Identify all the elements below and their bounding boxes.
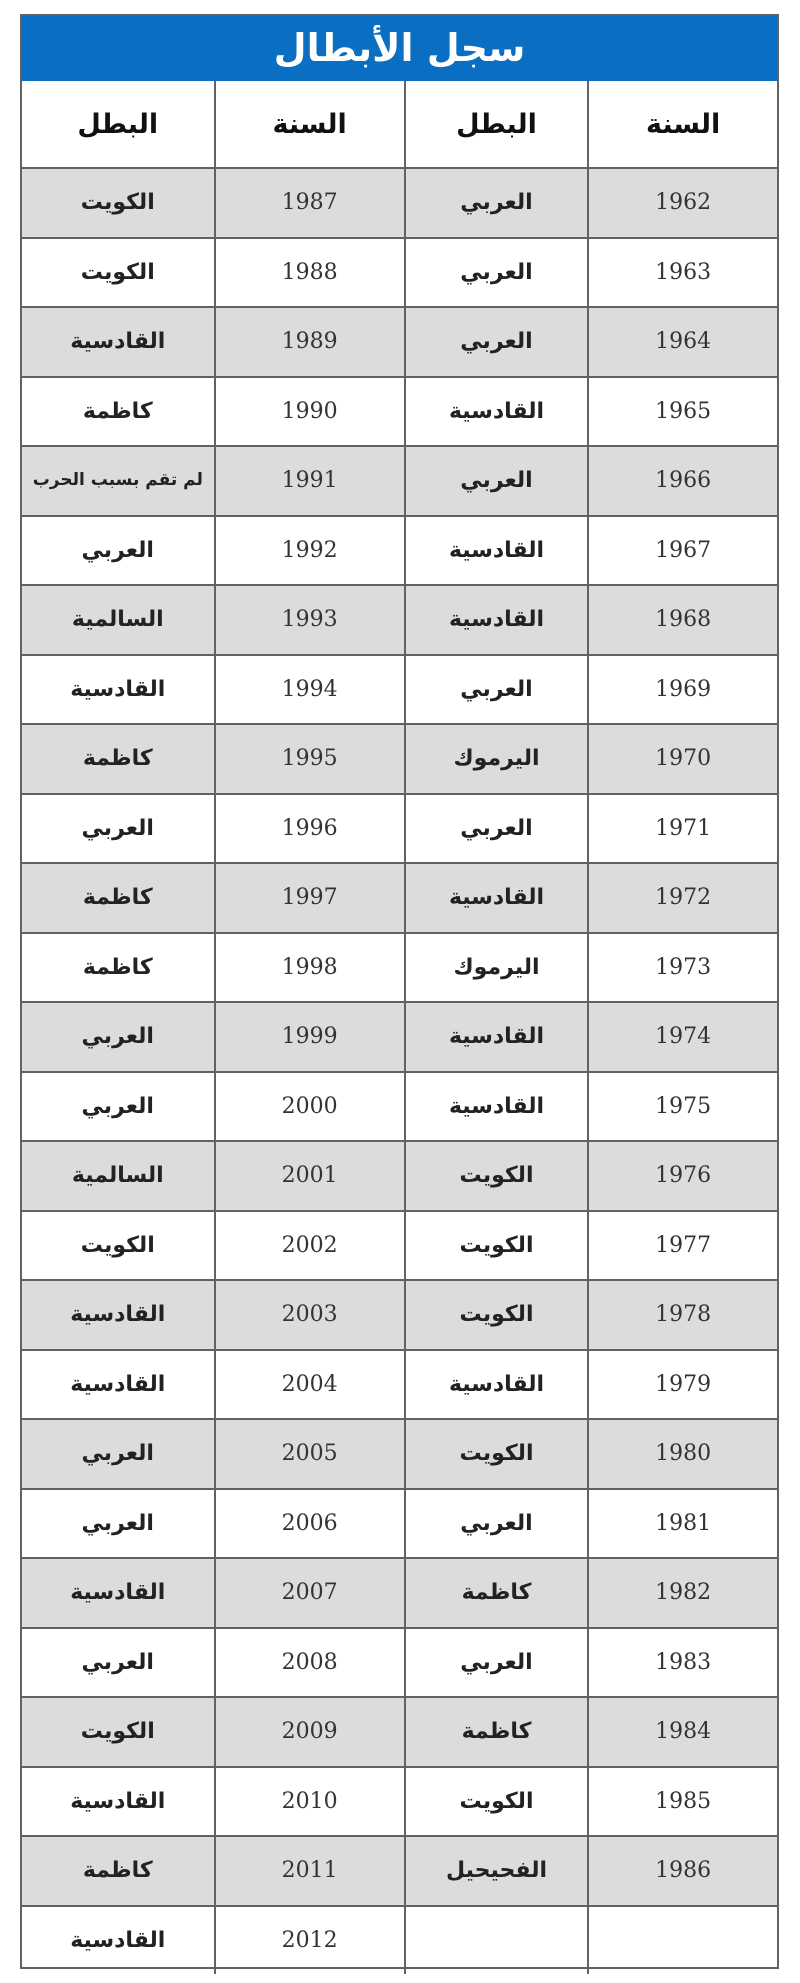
champion-cell: القادسية (22, 655, 215, 725)
champion-cell: العربي (22, 1419, 215, 1489)
champion-cell (405, 1906, 588, 1975)
header-year-1: السنة (588, 81, 777, 168)
champion-cell: القادسية (22, 307, 215, 377)
champion-cell: كاظمة (22, 933, 215, 1003)
year-cell: 2012 (215, 1906, 405, 1975)
champion-cell: الكويت (405, 1141, 588, 1211)
year-cell: 1975 (588, 1072, 777, 1142)
table-row (22, 1002, 777, 1072)
year-cell: 1981 (588, 1489, 777, 1559)
champions-table (22, 81, 777, 1974)
champion-cell: العربي (405, 446, 588, 516)
table-row (22, 516, 777, 586)
year-cell: 2009 (215, 1697, 405, 1767)
year-cell: 1991 (215, 446, 405, 516)
header-champion-1: البطل (405, 81, 588, 168)
year-cell: 2006 (215, 1489, 405, 1559)
table-row (22, 1697, 777, 1767)
champion-cell: السالمية (22, 585, 215, 655)
champion-cell: العربي (405, 655, 588, 725)
champion-cell: كاظمة (22, 724, 215, 794)
table-row (22, 307, 777, 377)
table-row (22, 863, 777, 933)
year-cell: 1973 (588, 933, 777, 1003)
table-body (22, 168, 777, 1974)
table-row (22, 1280, 777, 1350)
champion-cell: القادسية (405, 585, 588, 655)
table-row (22, 1558, 777, 1628)
year-cell: 1969 (588, 655, 777, 725)
champion-cell: الكويت (22, 1697, 215, 1767)
year-cell: 1987 (215, 168, 405, 238)
champion-cell: العربي (405, 1489, 588, 1559)
table-row (22, 1489, 777, 1559)
champion-cell: القادسية (22, 1906, 215, 1975)
table-row (22, 724, 777, 794)
year-cell: 2003 (215, 1280, 405, 1350)
year-cell: 1964 (588, 307, 777, 377)
year-cell: 1962 (588, 168, 777, 238)
champion-cell: العربي (22, 1489, 215, 1559)
year-cell: 1983 (588, 1628, 777, 1698)
champion-cell: كاظمة (22, 863, 215, 933)
champion-cell: الكويت (405, 1280, 588, 1350)
champion-cell: القادسية (405, 1002, 588, 1072)
year-cell: 1976 (588, 1141, 777, 1211)
year-cell: 1974 (588, 1002, 777, 1072)
champion-cell: القادسية (22, 1350, 215, 1420)
year-cell: 2010 (215, 1767, 405, 1837)
table-row (22, 168, 777, 238)
champion-cell: العربي (22, 794, 215, 864)
champion-cell: العربي (22, 1002, 215, 1072)
champion-cell: كاظمة (405, 1697, 588, 1767)
year-cell: 1988 (215, 238, 405, 308)
table-row (22, 1072, 777, 1142)
champion-cell: اليرموك (405, 724, 588, 794)
champion-cell: القادسية (22, 1767, 215, 1837)
year-cell: 1995 (215, 724, 405, 794)
year-cell: 1979 (588, 1350, 777, 1420)
table-row (22, 1628, 777, 1698)
table-row (22, 1211, 777, 1281)
year-cell: 1998 (215, 933, 405, 1003)
year-cell: 1999 (215, 1002, 405, 1072)
year-cell: 1989 (215, 307, 405, 377)
header-year-2: السنة (215, 81, 405, 168)
year-cell: 1992 (215, 516, 405, 586)
year-cell: 1996 (215, 794, 405, 864)
year-cell: 1963 (588, 238, 777, 308)
champion-cell: القادسية (405, 377, 588, 447)
table-row (22, 1419, 777, 1489)
year-cell: 1994 (215, 655, 405, 725)
champion-cell: القادسية (22, 1280, 215, 1350)
champion-cell: القادسية (22, 1558, 215, 1628)
champion-cell: القادسية (405, 516, 588, 586)
year-cell: 1982 (588, 1558, 777, 1628)
year-cell: 2004 (215, 1350, 405, 1420)
table-row (22, 1836, 777, 1906)
table-row (22, 933, 777, 1003)
champion-cell: اليرموك (405, 933, 588, 1003)
champion-cell: القادسية (405, 1072, 588, 1142)
year-cell: 1966 (588, 446, 777, 516)
champion-cell: العربي (405, 794, 588, 864)
champion-cell: القادسية (405, 863, 588, 933)
header-champion-2: البطل (22, 81, 215, 168)
champion-cell: الكويت (405, 1211, 588, 1281)
table-row (22, 1767, 777, 1837)
table-row (22, 1141, 777, 1211)
year-cell: 1986 (588, 1836, 777, 1906)
table-row (22, 655, 777, 725)
champion-cell: العربي (22, 516, 215, 586)
table-row (22, 238, 777, 308)
year-cell: 1980 (588, 1419, 777, 1489)
champion-cell: كاظمة (22, 377, 215, 447)
champion-cell: الكويت (22, 238, 215, 308)
year-cell: 1984 (588, 1697, 777, 1767)
champion-cell: الفحيحيل (405, 1836, 588, 1906)
champion-cell: الكويت (22, 168, 215, 238)
year-cell: 2007 (215, 1558, 405, 1628)
table-row (22, 1350, 777, 1420)
champion-cell: العربي (22, 1628, 215, 1698)
champion-cell: كاظمة (22, 1836, 215, 1906)
year-cell: 2000 (215, 1072, 405, 1142)
year-cell: 2011 (215, 1836, 405, 1906)
table-row (22, 446, 777, 516)
year-cell: 2001 (215, 1141, 405, 1211)
year-cell: 1977 (588, 1211, 777, 1281)
champion-cell: العربي (405, 238, 588, 308)
champion-cell: القادسية (405, 1350, 588, 1420)
table-row (22, 377, 777, 447)
year-cell: 1993 (215, 585, 405, 655)
table-row (22, 585, 777, 655)
year-cell: 1968 (588, 585, 777, 655)
year-cell: 1970 (588, 724, 777, 794)
year-cell: 1985 (588, 1767, 777, 1837)
champion-cell: الكويت (22, 1211, 215, 1281)
year-cell: 1997 (215, 863, 405, 933)
year-cell: 2005 (215, 1419, 405, 1489)
year-cell: 2008 (215, 1628, 405, 1698)
year-cell (588, 1906, 777, 1975)
year-cell: 1972 (588, 863, 777, 933)
year-cell: 1990 (215, 377, 405, 447)
champion-cell: العربي (405, 168, 588, 238)
year-cell: 1965 (588, 377, 777, 447)
champion-cell: الكويت (405, 1419, 588, 1489)
champions-record-table-frame (20, 14, 779, 1969)
champion-cell: لم تقم بسبب الحرب (22, 446, 215, 516)
year-cell: 1971 (588, 794, 777, 864)
champion-cell: السالمية (22, 1141, 215, 1211)
champion-cell: الكويت (405, 1767, 588, 1837)
champion-cell: العربي (405, 1628, 588, 1698)
champion-cell: العربي (22, 1072, 215, 1142)
year-cell: 1967 (588, 516, 777, 586)
year-cell: 2002 (215, 1211, 405, 1281)
champion-cell: كاظمة (405, 1558, 588, 1628)
table-row (22, 1906, 777, 1975)
header-row (22, 81, 777, 168)
table-title: سجل الأبطال (22, 16, 777, 81)
champion-cell: العربي (405, 307, 588, 377)
table-row (22, 794, 777, 864)
year-cell: 1978 (588, 1280, 777, 1350)
